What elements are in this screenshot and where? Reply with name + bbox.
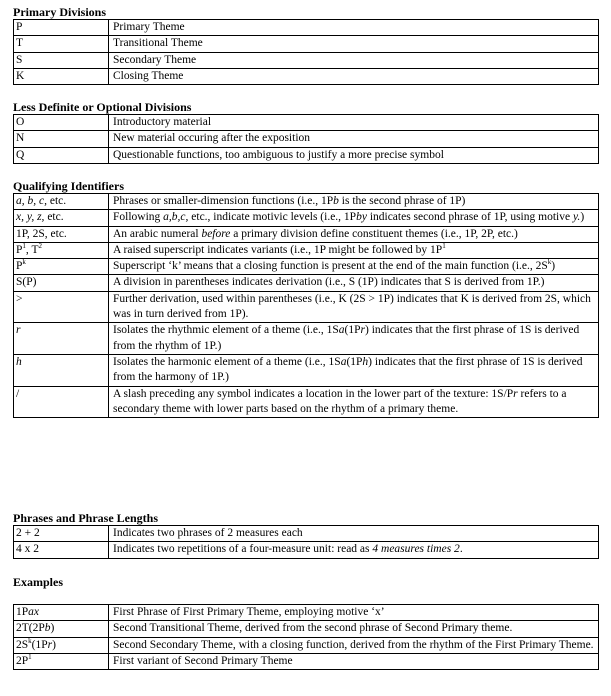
table-row bbox=[14, 637, 599, 653]
symbol-cell: $2P^1$ bbox=[14, 653, 109, 669]
meaning-cell: Isolates the rhythmic element of a theme (i.e., 1Sa(1Pr) indicates that the first phrase of 1S is derived from the rhythm of 1P.) bbox=[109, 323, 599, 355]
meaning-cell: An arabic numeral before a primary division define constituent themes (i.e., 1P, 2P, etc.) bbox=[109, 226, 599, 242]
table-row bbox=[14, 194, 599, 210]
meaning-cell: Second Transitional Theme, derived from the second phrase of Second Primary theme. bbox=[109, 621, 599, 637]
primary-divisions-table bbox=[13, 19, 599, 85]
table-row bbox=[14, 621, 599, 637]
symbol-cell: 2T(2Pb) bbox=[14, 621, 109, 637]
symbol-cell: Q bbox=[14, 147, 109, 163]
meaning-cell: Superscript ‘k’ means that a closing function is present at the end of the main function (i.e., $2S^k$) bbox=[109, 259, 599, 275]
symbol-cell: S bbox=[14, 52, 109, 68]
meaning-cell: A division in parentheses indicates derivation (i.e., S (1P) indicates that S is derived from 1P.) bbox=[109, 275, 599, 291]
meaning-cell: A raised superscript indicates variants (i.e., 1P might be followed by $1P^1$ bbox=[109, 242, 599, 258]
table-row bbox=[14, 20, 599, 36]
symbol-cell: P bbox=[14, 20, 109, 36]
meaning-cell: Secondary Theme bbox=[109, 52, 599, 68]
meaning-cell: A slash preceding any symbol indicates a location in the lower part of the texture: 1S/Pr refers to a secondary theme with lower parts based on the rhythm of a primary theme. bbox=[109, 386, 599, 418]
phrases-table bbox=[13, 525, 599, 559]
table-row bbox=[14, 323, 599, 355]
section-heading: Qualifying Identifiers bbox=[13, 179, 125, 193]
meaning-cell: Transitional Theme bbox=[109, 36, 599, 52]
section-phrases bbox=[13, 511, 599, 559]
meaning-cell: Introductory material bbox=[109, 115, 599, 131]
symbol-cell: x, y, z, etc. bbox=[14, 210, 109, 226]
symbol-cell: O bbox=[14, 115, 109, 131]
meaning-cell: Further derivation, used within parentheses (i.e., K (2S > 1P) indicates that K is derived from 2S, which was in turn derived from 1P). bbox=[109, 291, 599, 323]
table-row bbox=[14, 291, 599, 323]
meaning-cell: First Phrase of First Primary Theme, employing motive ‘x’ bbox=[109, 605, 599, 621]
section-less-definite-divisions bbox=[13, 100, 599, 164]
section-examples bbox=[13, 575, 599, 589]
table-row bbox=[14, 542, 599, 558]
section-heading: Examples bbox=[13, 575, 64, 589]
meaning-cell: Indicates two repetitions of a four-measure unit: read as 4 measures times 2. bbox=[109, 542, 599, 558]
meaning-cell: Indicates two phrases of 2 measures each bbox=[109, 526, 599, 542]
meaning-cell: First variant of Second Primary Theme bbox=[109, 653, 599, 669]
symbol-cell: 1Pax bbox=[14, 605, 109, 621]
symbol-cell: T bbox=[14, 36, 109, 52]
meaning-cell: Second Secondary Theme, with a closing function, derived from the rhythm of the First Primary Theme. bbox=[109, 637, 599, 653]
symbol-cell: > bbox=[14, 291, 109, 323]
table-row bbox=[14, 653, 599, 669]
table-row bbox=[14, 242, 599, 258]
meaning-cell: Closing Theme bbox=[109, 68, 599, 84]
table-row bbox=[14, 131, 599, 147]
symbol-cell: S(P) bbox=[14, 275, 109, 291]
table-row bbox=[14, 605, 599, 621]
meaning-cell: Primary Theme bbox=[109, 20, 599, 36]
symbol-cell: $P^k$ bbox=[14, 259, 109, 275]
symbol-cell: $P^1$, $T^2$ bbox=[14, 242, 109, 258]
symbol-cell: / bbox=[14, 386, 109, 418]
table-row bbox=[14, 259, 599, 275]
symbol-cell: r bbox=[14, 323, 109, 355]
examples-table-wrap bbox=[13, 604, 599, 670]
section-heading: Less Definite or Optional Divisions bbox=[13, 100, 192, 114]
less-definite-table bbox=[13, 114, 599, 164]
section-qualifying-identifiers bbox=[13, 179, 599, 418]
symbol-cell: N bbox=[14, 131, 109, 147]
table-row bbox=[14, 275, 599, 291]
meaning-cell: New material occuring after the exposition bbox=[109, 131, 599, 147]
qualifying-identifiers-table bbox=[13, 193, 599, 418]
meaning-cell: Phrases or smaller-dimension functions (i.e., 1Pb is the second phrase of 1P) bbox=[109, 194, 599, 210]
table-row bbox=[14, 210, 599, 226]
examples-table bbox=[13, 604, 599, 670]
meaning-cell: Following a,b,c, etc., indicate motivic levels (i.e., 1Pby indicates second phrase of 1P, using motive y.) bbox=[109, 210, 599, 226]
table-row bbox=[14, 36, 599, 52]
table-row bbox=[14, 115, 599, 131]
symbol-cell: K bbox=[14, 68, 109, 84]
table-row bbox=[14, 147, 599, 163]
section-heading: Primary Divisions bbox=[13, 5, 106, 19]
section-heading: Phrases and Phrase Lengths bbox=[13, 511, 159, 525]
symbol-cell: 2 + 2 bbox=[14, 526, 109, 542]
symbol-cell: 1P, 2S, etc. bbox=[14, 226, 109, 242]
table-row bbox=[14, 386, 599, 418]
symbol-cell: h bbox=[14, 354, 109, 386]
section-primary-divisions bbox=[13, 5, 599, 85]
symbol-cell: a, b, c, etc. bbox=[14, 194, 109, 210]
table-row bbox=[14, 226, 599, 242]
table-row bbox=[14, 52, 599, 68]
meaning-cell: Isolates the harmonic element of a theme (i.e., 1Sa(1Ph) indicates that the first phrase of 1S is derived from the harmony of 1P.) bbox=[109, 354, 599, 386]
meaning-cell: Questionable functions, too ambiguous to justify a more precise symbol bbox=[109, 147, 599, 163]
table-row bbox=[14, 354, 599, 386]
table-row bbox=[14, 526, 599, 542]
symbol-cell: 4 x 2 bbox=[14, 542, 109, 558]
table-row bbox=[14, 68, 599, 84]
symbol-cell: $2S^k(1Pr)$ bbox=[14, 637, 109, 653]
